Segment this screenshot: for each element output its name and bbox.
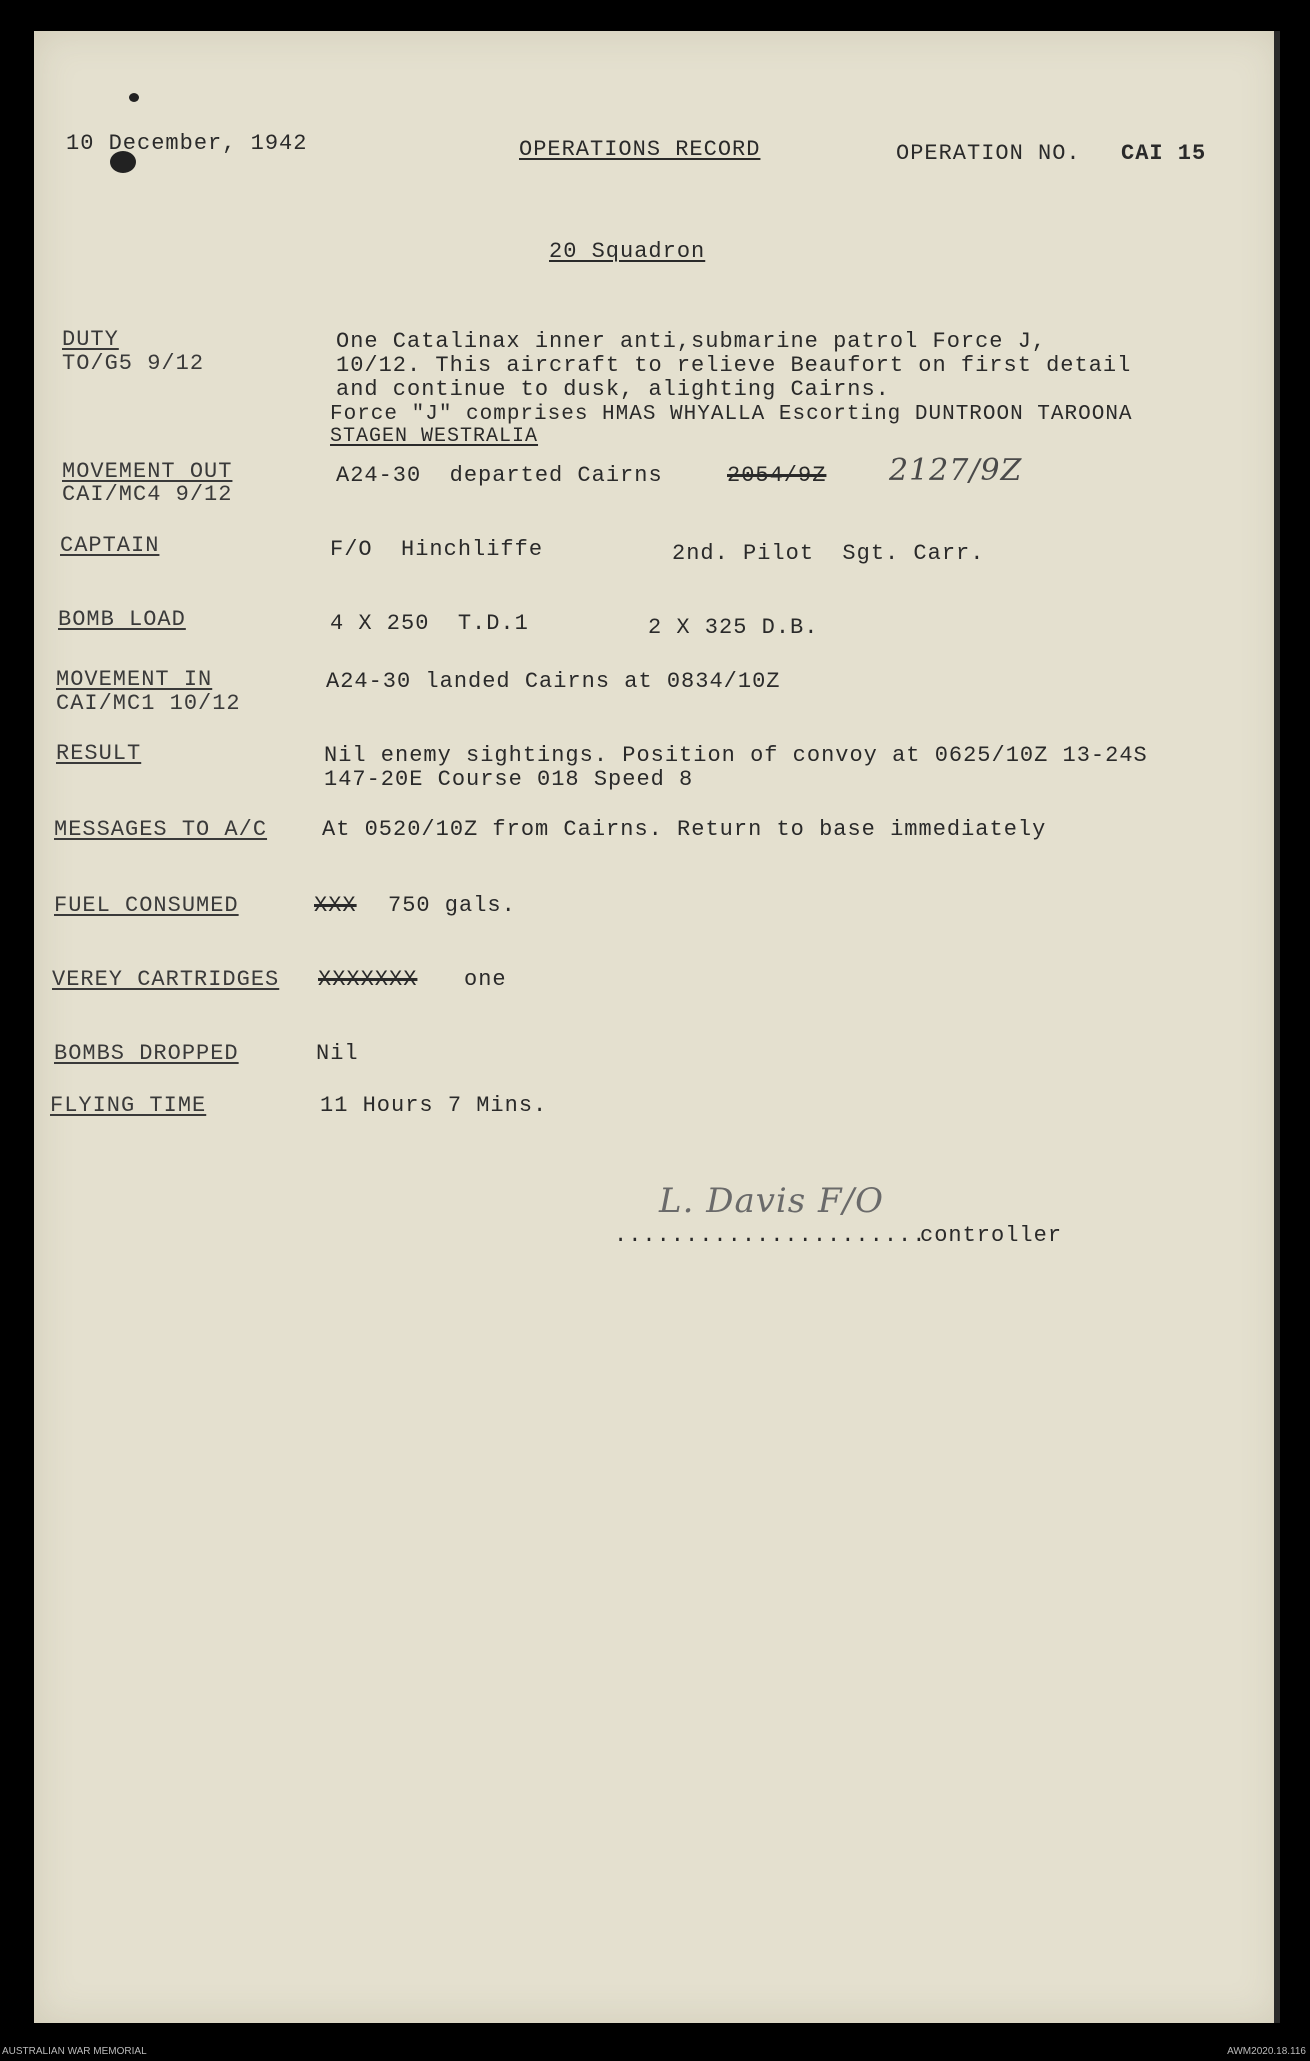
movement-in-ref: CAI/MC1 10/12 — [56, 691, 241, 716]
footer-id: AWM2020.18.116 — [1227, 2046, 1306, 2057]
duty-line-3: and continue to dusk, alighting Cairns. — [336, 377, 890, 402]
footer-source: AUSTRALIAN WAR MEMORIAL — [2, 2046, 147, 2057]
movement-in-label: MOVEMENT IN — [56, 667, 213, 692]
movement-out-value: A24-30 departed Cairns — [336, 463, 663, 488]
verey-label: VEREY CARTRIDGES — [52, 967, 280, 992]
flying-time-value: 11 Hours 7 Mins. — [320, 1093, 548, 1118]
handwritten-signature: L. Davis F/O — [659, 1181, 884, 1221]
verey-struck: XXXXXXX — [318, 967, 418, 992]
record-date: 10 December, 1942 — [66, 131, 308, 156]
bomb-load-label: BOMB LOAD — [58, 607, 186, 632]
movement-out-handwritten: 2127/9Z — [889, 453, 1023, 488]
duty-line-1: One Catalinax inner anti,submarine patrol Force J, — [336, 329, 1047, 354]
captain-value: F/O Hinchliffe — [330, 537, 544, 562]
movement-out-ref: CAI/MC4 9/12 — [62, 482, 233, 507]
duty-line-5: STAGEN WESTRALIA — [330, 425, 539, 448]
duty-label: DUTY — [62, 327, 119, 352]
fuel-label: FUEL CONSUMED — [54, 893, 239, 918]
verey-value: one — [464, 967, 507, 992]
second-pilot: 2nd. Pilot Sgt. Carr. — [672, 541, 985, 566]
bombs-dropped-value: Nil — [316, 1041, 359, 1066]
movement-out-struck: 2054/9Z — [727, 463, 827, 488]
movement-out-label: MOVEMENT OUT — [62, 459, 233, 484]
signature-dots: ...................... — [614, 1223, 927, 1248]
ink-blot — [129, 93, 139, 102]
fuel-value: 750 gals. — [388, 893, 516, 918]
signature-role: controller — [920, 1223, 1063, 1248]
page-edge — [1274, 31, 1280, 2023]
bombs-dropped-label: BOMBS DROPPED — [54, 1041, 239, 1066]
result-line-1: Nil enemy sightings. Position of convoy at 0625/10Z 13-24S — [324, 743, 1148, 768]
document-page — [34, 31, 1280, 2023]
messages-value: At 0520/10Z from Cairns. Return to base immediately — [322, 817, 1047, 842]
flying-time-label: FLYING TIME — [50, 1093, 207, 1118]
captain-label: CAPTAIN — [60, 533, 160, 558]
movement-in-value: A24-30 landed Cairns at 0834/10Z — [326, 669, 781, 694]
duty-line-2: 10/12. This aircraft to relieve Beaufort on first detail — [336, 353, 1132, 378]
operation-number: CAI 15 — [1121, 141, 1207, 166]
bomb-load-value-1: 4 X 250 T.D.1 — [330, 611, 529, 636]
operation-label: OPERATION NO. — [896, 141, 1081, 166]
record-title: OPERATIONS RECORD — [519, 137, 761, 162]
result-line-2: 147-20E Course 018 Speed 8 — [324, 767, 694, 792]
squadron-title: 20 Squadron — [549, 239, 706, 264]
fuel-struck: XXX — [314, 893, 357, 918]
duty-line-4: Force "J" comprises HMAS WHYALLA Escorting DUNTROON TAROONA — [330, 403, 1133, 426]
duty-ref: TO/G5 9/12 — [62, 351, 205, 376]
result-label: RESULT — [56, 741, 142, 766]
bomb-load-value-2: 2 X 325 D.B. — [648, 615, 819, 640]
messages-label: MESSAGES TO A/C — [54, 817, 268, 842]
